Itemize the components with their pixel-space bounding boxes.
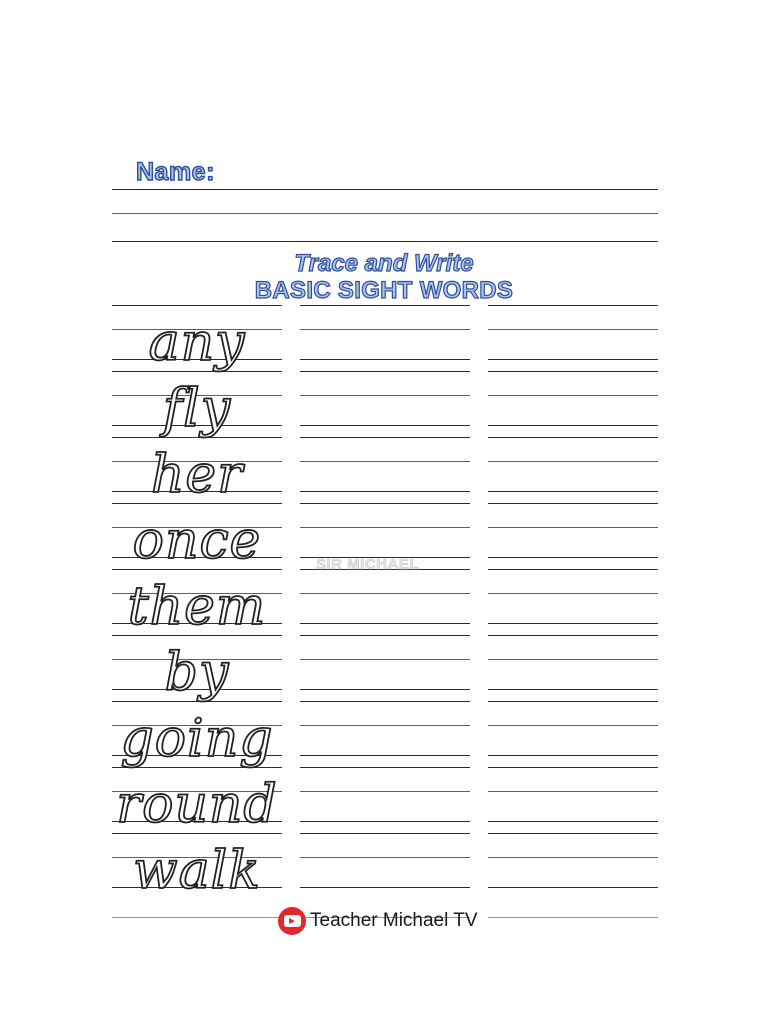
trace-word: once bbox=[132, 511, 262, 571]
line-mid bbox=[300, 329, 470, 330]
line-top bbox=[488, 701, 658, 702]
line-top bbox=[300, 305, 470, 306]
line-base bbox=[488, 359, 658, 360]
trace-word: fly bbox=[162, 379, 232, 439]
line-top bbox=[300, 701, 470, 702]
line-desc bbox=[112, 917, 282, 918]
line-base bbox=[488, 425, 658, 426]
line-desc bbox=[488, 917, 658, 918]
line-mid bbox=[488, 461, 658, 462]
youtube-icon bbox=[278, 907, 306, 935]
line-base bbox=[488, 491, 658, 492]
line-top bbox=[488, 371, 658, 372]
line-mid bbox=[300, 593, 470, 594]
line-base bbox=[488, 689, 658, 690]
line-base bbox=[488, 821, 658, 822]
line-base bbox=[300, 755, 470, 756]
trace-word: round bbox=[116, 775, 278, 835]
line-base bbox=[300, 491, 470, 492]
line-top bbox=[300, 767, 470, 768]
line-mid bbox=[300, 659, 470, 660]
worksheet-subtitle: BASIC SIGHT WORDS bbox=[254, 277, 514, 304]
line-mid bbox=[300, 395, 470, 396]
line-base bbox=[300, 425, 470, 426]
line-top bbox=[488, 305, 658, 306]
line-top bbox=[488, 437, 658, 438]
line-top bbox=[488, 569, 658, 570]
watermark: SIR MICHAEL bbox=[316, 556, 419, 573]
name-line-top bbox=[112, 189, 658, 190]
line-base bbox=[488, 623, 658, 624]
line-top bbox=[488, 635, 658, 636]
line-mid bbox=[488, 725, 658, 726]
brand-label: Teacher Michael TV bbox=[310, 910, 478, 931]
line-top bbox=[488, 503, 658, 504]
line-mid bbox=[300, 857, 470, 858]
line-top bbox=[112, 305, 282, 306]
trace-word: any bbox=[148, 313, 246, 373]
name-label: Name: bbox=[136, 158, 215, 186]
line-mid bbox=[488, 395, 658, 396]
line-base bbox=[488, 755, 658, 756]
line-base bbox=[488, 557, 658, 558]
line-top bbox=[300, 833, 470, 834]
name-line-mid bbox=[112, 213, 658, 214]
line-top bbox=[300, 371, 470, 372]
line-base bbox=[300, 887, 470, 888]
line-top bbox=[300, 437, 470, 438]
line-mid bbox=[488, 527, 658, 528]
line-mid bbox=[488, 857, 658, 858]
line-top bbox=[300, 635, 470, 636]
line-mid bbox=[488, 593, 658, 594]
line-top bbox=[300, 503, 470, 504]
line-mid bbox=[488, 329, 658, 330]
trace-word: her bbox=[150, 445, 244, 505]
footer-brand[interactable] bbox=[278, 906, 478, 936]
line-mid bbox=[300, 527, 470, 528]
line-top bbox=[488, 833, 658, 834]
line-base bbox=[300, 821, 470, 822]
name-line-bottom bbox=[112, 241, 658, 242]
line-mid bbox=[300, 461, 470, 462]
trace-word: them bbox=[127, 577, 267, 637]
line-base bbox=[488, 887, 658, 888]
line-base bbox=[300, 623, 470, 624]
line-base bbox=[300, 689, 470, 690]
trace-word: walk bbox=[133, 841, 261, 901]
trace-word: going bbox=[120, 709, 274, 769]
line-mid bbox=[488, 659, 658, 660]
worksheet-title: Trace and Write bbox=[294, 250, 474, 277]
line-base bbox=[300, 359, 470, 360]
line-top bbox=[488, 767, 658, 768]
trace-word: by bbox=[164, 643, 230, 703]
line-mid bbox=[300, 791, 470, 792]
line-mid bbox=[300, 725, 470, 726]
line-mid bbox=[488, 791, 658, 792]
